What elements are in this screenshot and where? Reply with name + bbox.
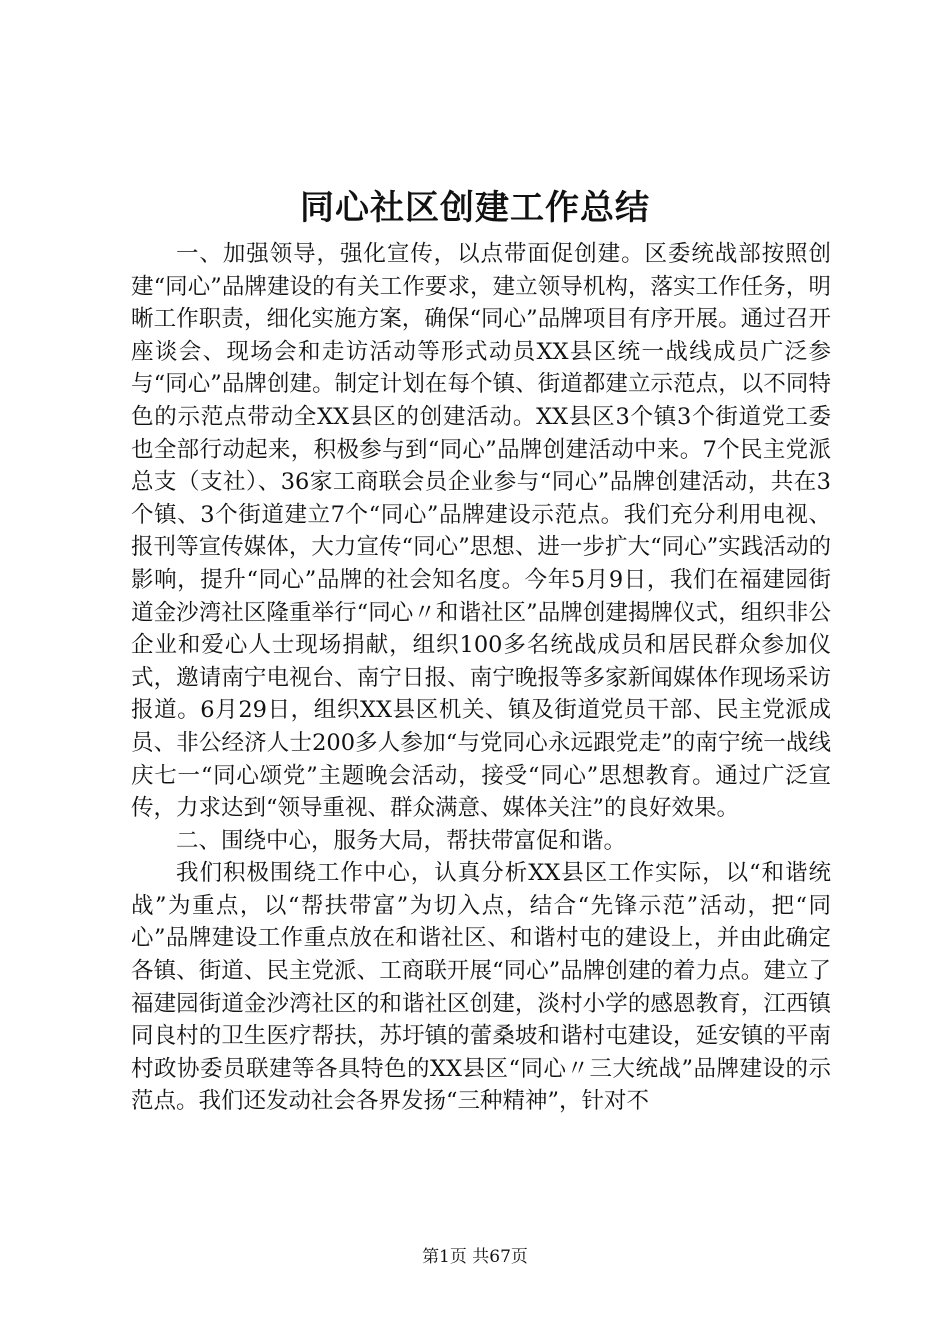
paragraph-section-one: 一、加强领导，强化宣传，以点带面促创建。区委统战部按照创建“同心”品牌建设的有关工作要求，建立领导机构，落实工作任务，明晰工作职责，细化实施方案，确保“同心”品牌项目有序开展。通过召开座谈会、现场会和走访活动等形式动员XX县区统一战线成员广泛参与“同心”品牌创建。制定计划在每个镇、街道都建立示范点，以不同特色的示范点带动全XX县区的创建活动。XX县区3个镇3个街道党工委也全部行动起来，积极参与到“同心”品牌创建活动中来。7个民主党派总支（支社）、36家工商联会员企业参与“同心”品牌创建活动，共在3个镇、3个街道建立7个“同心”品牌建设示范点。我们充分利用电视、报刊等宣传媒体，大力宣传“同心”思想、进一步扩大“同心”实践活动的影响，提升“同心”品牌的社会知名度。今年5月9日，我们在福建园街道金沙湾社区隆重举行“同心〃和谐社区”品牌创建揭牌仪式，组织非公企业和爱心人士现场捐献，组织100多名统战成员和居民群众参加仪式，邀请南宁电视台、南宁日报、南宁晚报等多家新闻媒体作现场采访报道。6月29日，组织XX县区机关、镇及街道党员干部、民主党派成员、非公经济人士200多人参加“与党同心永远跟党走”的南宁统一战线庆七一“同心颂党”主题晚会活动，接受“同心”思想教育。通过广泛宣传，力求达到“领导重视、群众满意、媒体关注”的良好效果。 [131,241,831,822]
page-footer [0,1245,950,1269]
document-title: 同心社区创建工作总结 [300,188,650,228]
heading-section-two: 二、围绕中心，服务大局，帮扶带富促和谐。 [176,827,627,854]
page-number: 第1页 [422,1247,467,1267]
total-pages: 共67页 [472,1247,528,1267]
paragraph-section-two: 我们积极围绕工作中心，认真分析XX县区工作实际，以“和谐统战”为重点，以“帮扶带富”为切入点，结合“先锋示范”活动，把“同心”品牌建设工作重点放在和谐社区、和谐村屯的建设上，并由此确定各镇、街道、民主党派、工商联开展“同心”品牌创建的着力点。建立了福建园街道金沙湾社区的和谐社区创建，淡村小学的感恩教育，江西镇同良村的卫生医疗帮扶，苏圩镇的蕾桑坡和谐村屯建设，延安镇的平南村政协委员联建等各具特色的XX县区“同心〃三大统战”品牌建设的示范点。我们还发动社会各界发扬“三种精神”，针对不 [131,860,831,1115]
document-body [131,238,831,1118]
